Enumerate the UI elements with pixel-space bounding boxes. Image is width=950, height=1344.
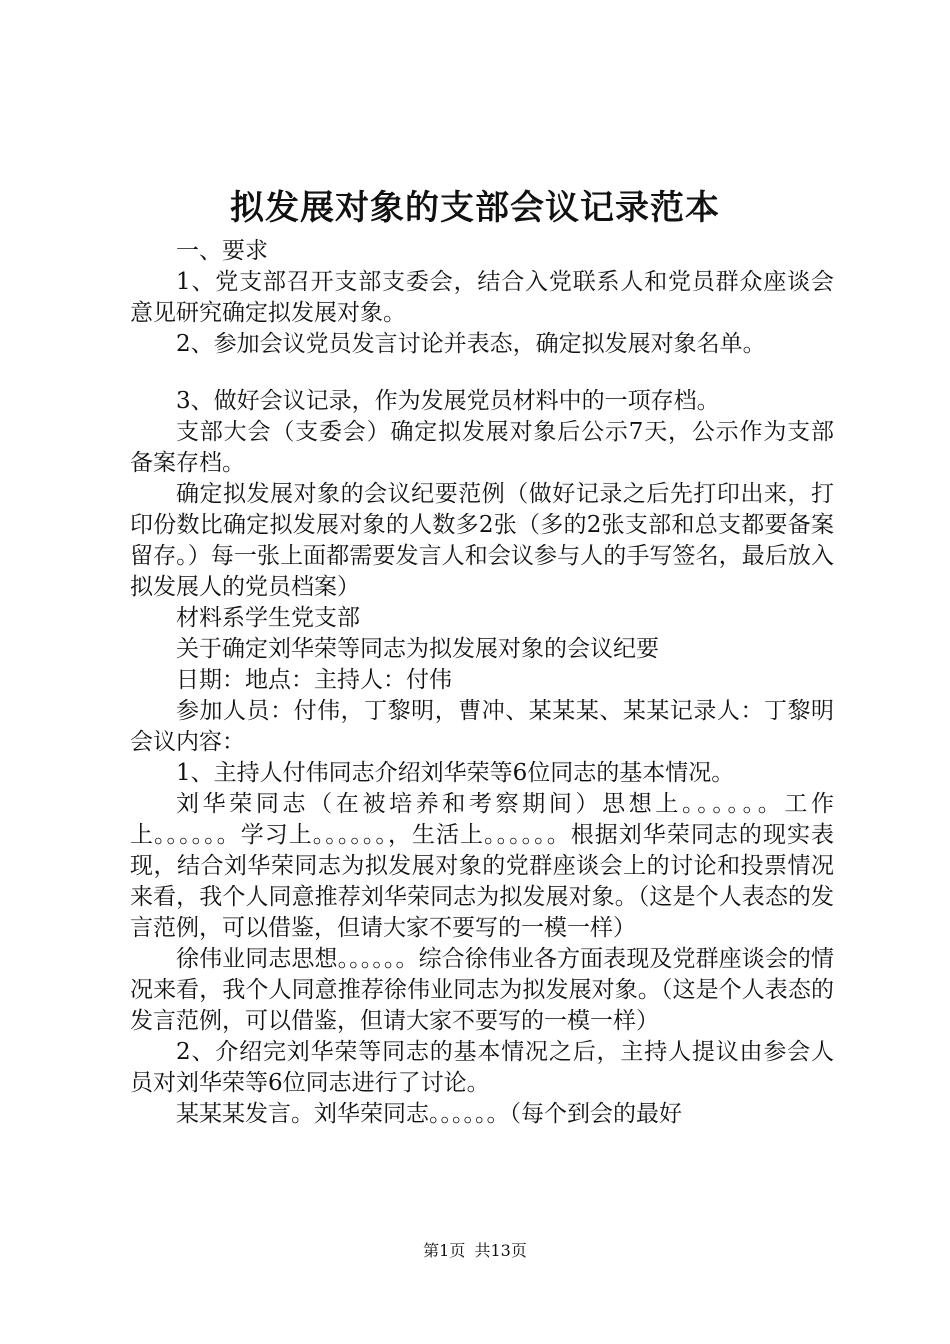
paragraph: 参加人员：付伟，丁黎明，曹冲、某某某、某某记录人：丁黎明会议内容： — [130, 698, 834, 755]
paragraph: 2、参加会议党员发言讨论并表态，确定拟发展对象名单。 — [176, 331, 766, 357]
paragraph: 确定拟发展对象的会议纪要范例（做好记录之后先打印出来，打印份数比确定拟发展对象的人数多2张（多的2张支部和总支都要备案留存。）每一张上面都需要发言人和会议参与人的手写签名，最后放入拟发展人的党员档案） — [130, 481, 834, 600]
section-heading: 一、要求 — [176, 238, 268, 264]
paragraph: 材料系学生党支部 — [176, 605, 360, 631]
page-number: 第1页 — [423, 1241, 466, 1260]
paragraph: 1、党支部召开支部支委会，结合入党联系人和党员群众座谈会意见研究确定拟发展对象。 — [130, 269, 834, 326]
paragraph: 关于确定刘华荣等同志为拟发展对象的会议纪要 — [176, 636, 659, 662]
paragraph: 1、主持人付伟同志介绍刘华荣等6位同志的基本情况。 — [176, 760, 735, 786]
page-footer — [0, 1240, 950, 1262]
document-body — [130, 236, 834, 1130]
paragraph: 3、做好会议记录，作为发展党员材料中的一项存档。 — [176, 388, 720, 414]
paragraph: 徐伟业同志思想。。。。。。综合徐伟业各方面表现及党群座谈会的情况来看，我个人同意推荐徐伟业同志为拟发展对象。（这是个人表态的发言范例，可以借鉴，但请大家不要写的一模一样） — [130, 946, 834, 1034]
document-title: 拟发展对象的支部会议记录范本 — [230, 188, 720, 228]
paragraph: 日期：地点：主持人：付伟 — [176, 667, 452, 693]
paragraph: 支部大会（支委会）确定拟发展对象后公示7天，公示作为支部备案存档。 — [130, 419, 834, 476]
page-total: 共13页 — [474, 1241, 527, 1260]
paragraph: 2、介绍完刘华荣等同志的基本情况之后，主持人提议由参会人员对刘华荣等6位同志进行了讨论。 — [130, 1039, 834, 1096]
paragraph: 刘华荣同志（在被培养和考察期间）思想上。。。。。。工作上。。。。。。学习上。。。。。。，生活上。。。。。。根据刘华荣同志的现实表现，结合刘华荣同志为拟发展对象的党群座谈会上的讨论和投票情况来看，我个人同意推荐刘华荣同志为拟发展对象。（这是个人表态的发言范例，可以借鉴，但请大家不要写的一模一样） — [130, 791, 834, 941]
paragraph: 某某某发言。刘华荣同志。。。。。。（每个到会的最好 — [176, 1101, 682, 1127]
